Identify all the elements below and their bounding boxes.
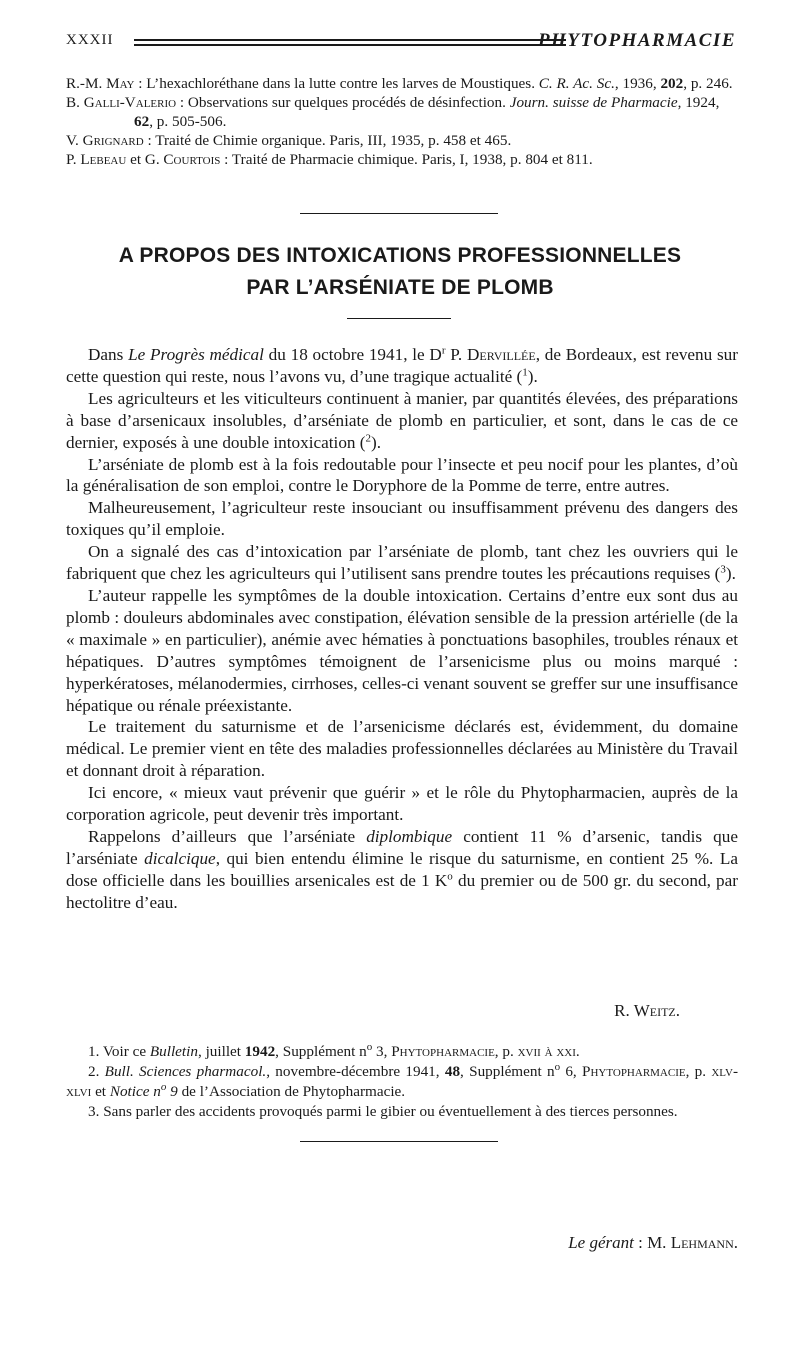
paragraph: [66, 388, 738, 454]
text-run: ).: [527, 366, 538, 386]
text-run: , p.: [494, 1043, 518, 1060]
reference-text: : Observations sur quelques procédés de désinfection.: [176, 94, 510, 111]
cited-journal: Bulletin: [149, 1043, 198, 1060]
cited-author: Dervillée: [466, 345, 536, 364]
text-run: du premier ou de 500 gr. du second, par hectolitre d’eau.: [66, 870, 738, 912]
superscript: o: [447, 870, 453, 883]
title-divider: [347, 318, 451, 319]
article-title-line-2: PAR L’ARSÉNIATE DE PLOMB: [246, 276, 554, 299]
emphasized-term: diplombique: [366, 826, 453, 846]
text-run: : M.: [633, 1233, 671, 1252]
text-run: , p.: [685, 1063, 712, 1080]
reference-list: [66, 74, 738, 169]
text-run: , juillet: [197, 1043, 245, 1060]
reference-text: : Traité de Chimie organique. Paris, III, 1935, p. 458 et 465.: [143, 132, 512, 149]
reference-author: B. Galli-Valerio: [66, 94, 177, 111]
text-run: Rappelons d’ailleurs que l’arséniate: [88, 826, 367, 846]
article-title-line-1: A PROPOS DES INTOXICATIONS PROFESSIONNELLES: [118, 244, 682, 267]
text-run: , novembre-décembre 1941,: [266, 1063, 445, 1080]
footnote: [66, 1062, 738, 1102]
bold-year: 1942: [244, 1043, 276, 1060]
text-run: On a signalé des cas d’intoxication par l’arséniate de plomb, tant chez les ouvriers qui le fabriquent que chez les agriculteurs qui l’utilisent sans prendre toutes les précautions requises (: [66, 542, 738, 584]
reference-item: [66, 74, 738, 93]
reference-journal: Journ. suisse de Pharmacie: [509, 94, 678, 111]
running-header: [66, 30, 736, 56]
text-run: du 18 octobre 1941, le D: [263, 345, 442, 364]
reference-pages: , p. 246.: [683, 75, 733, 92]
text-run: P.: [445, 345, 467, 364]
superscript: o: [554, 1060, 561, 1073]
text-run: 6,: [560, 1063, 583, 1080]
text-run: Les agriculteurs et les viticulteurs continuent à manier, par quantités élevées, des préparations à base d’arsenicaux insolubles, d’arséniate de plomb en particulier, et sont, dans le cas de ce dernier, exposés à une double intoxication (: [66, 388, 738, 452]
text-run: ).: [371, 432, 382, 452]
footnote-marker: 1: [522, 366, 528, 379]
text-run: 3,: [372, 1043, 392, 1060]
text-run: de l’Association de Phytopharmacie.: [177, 1083, 406, 1100]
text-run: contient 11 % d’arsenic, tandis que l’arséniate: [66, 826, 738, 868]
reference-item: [66, 150, 738, 169]
paragraph: [66, 541, 738, 585]
text-run: ).: [725, 564, 736, 584]
text-run: .: [575, 1043, 580, 1060]
page-folio: XXXII: [66, 32, 114, 48]
footnote: 3. Sans parler des accidents provoqués parmi le gibier ou éventuellement à des tierces personnes.: [88, 1103, 678, 1120]
reference-author: R.-M. May: [66, 75, 135, 92]
article-body: [66, 344, 738, 914]
text-run: , qui bien entendu élimine le risque du saturnisme, en contient 25 %. La dose officielle dans les bouillies arsenicales est de 1 K: [66, 848, 738, 890]
reference-item: [66, 131, 738, 150]
superscript: r: [441, 344, 446, 357]
reference-details: , 1924,: [677, 94, 720, 111]
footnote-marker: 2: [365, 431, 372, 444]
reference-details: , 1936,: [614, 75, 661, 92]
paragraph: L’auteur rappelle les symptômes de la double intoxication. Certains d’entre eux sont dus au plomb : douleurs abdominales avec constipation, élévation sensible de la pression artérielle (de la « maximale » en particulier), anémie avec hématies à ponctuations basophiles, troubles rénaux et hépatiques. D’autres symptômes témoignent de l’arsenicisme plus ou moins marqué : hyperkératoses, mélanodermies, cirrhoses, celles-ci venant souvent se greffer sur une insuffisance hépatique ou rénale préexistante.: [66, 585, 738, 715]
page-range: xlv-xlvi: [66, 1063, 739, 1100]
paragraph: L’arséniate de plomb est à la fois redoutable pour l’insecte et peu nocif pour les plantes, d’où la généralisation de son emploi, contre le Doryphore de la Pomme de terre, entre autres.: [66, 454, 738, 496]
reference-journal: C. R. Ac. Sc.: [538, 75, 615, 92]
reference-text: : Traité de Pharmacie chimique. Paris, I, 1938, p. 804 et 811.: [220, 151, 593, 168]
cited-section: Phytopharmacie: [391, 1043, 495, 1060]
article-signature: R. Weitz.: [614, 1001, 680, 1020]
reference-text: et G.: [126, 151, 164, 168]
running-title: PHYTOPHARMACIE: [537, 30, 736, 51]
text-run: et: [91, 1083, 110, 1100]
footnotes: [66, 1042, 738, 1122]
header-double-rule: [134, 39, 566, 46]
reference-coauthor: Courtois: [163, 151, 221, 168]
paragraph: Malheureusement, l’agriculteur reste insouciant ou insuffisamment prévenu des dangers des toxiques qu’il emploie.: [66, 498, 738, 540]
footnote: [66, 1042, 738, 1062]
footer-divider: [300, 1141, 498, 1142]
bold-volume: 48: [444, 1063, 461, 1080]
text-run: , Supplément n: [275, 1043, 367, 1060]
text-run: 2.: [88, 1063, 105, 1080]
paragraph: Ici encore, « mieux vaut prévenir que guérir » et le rôle du Phytopharmacien, auprès de la corporation agricole, peut devenir très important.: [66, 783, 738, 825]
reference-text: : L’hexachloréthane dans la lutte contre les larves de Moustiques.: [134, 75, 539, 92]
paragraph: [66, 344, 738, 388]
reference-author: P. Lebeau: [66, 151, 127, 168]
page-range: xvii à xxi: [517, 1043, 576, 1060]
text-run: , Supplément n: [460, 1063, 555, 1080]
cited-journal: Bull. Sciences pharmacol.: [104, 1063, 267, 1080]
text-run: , de Bordeaux, est revenu sur cette question qui reste, nous l’avons vu, d’une tragique actualité (: [66, 345, 738, 386]
superscript: o: [160, 1080, 167, 1093]
section-divider: [300, 213, 498, 214]
text-run: Dans: [88, 345, 129, 364]
reference-volume: 62: [134, 113, 150, 130]
cited-journal: Le Progrès médical: [128, 345, 264, 364]
emphasized-term: dicalcique: [144, 848, 216, 868]
footnote-marker: 3: [720, 563, 726, 576]
cited-section: Phytopharmacie: [582, 1063, 686, 1080]
paragraph: Le traitement du saturnisme et de l’arsenicisme déclarés est, évidemment, du domaine médical. Le premier vient en tête des maladies professionnelles déclarées au Ministère du Travail et donnant droit à réparation.: [66, 717, 738, 781]
paragraph: [66, 826, 738, 914]
notice-number: 9: [166, 1083, 178, 1100]
text-run: 1. Voir ce: [88, 1043, 150, 1060]
reference-author: V. Grignard: [66, 132, 144, 149]
superscript: o: [366, 1040, 373, 1053]
notice-reference: Notice n: [109, 1083, 161, 1100]
manager-name: Lehmann.: [670, 1233, 738, 1252]
publisher-manager-line: [464, 1233, 738, 1253]
reference-item: [66, 93, 738, 131]
reference-pages: , p. 505-506.: [149, 113, 227, 130]
manager-label: Le gérant: [568, 1233, 634, 1252]
reference-volume: 202: [660, 75, 684, 92]
